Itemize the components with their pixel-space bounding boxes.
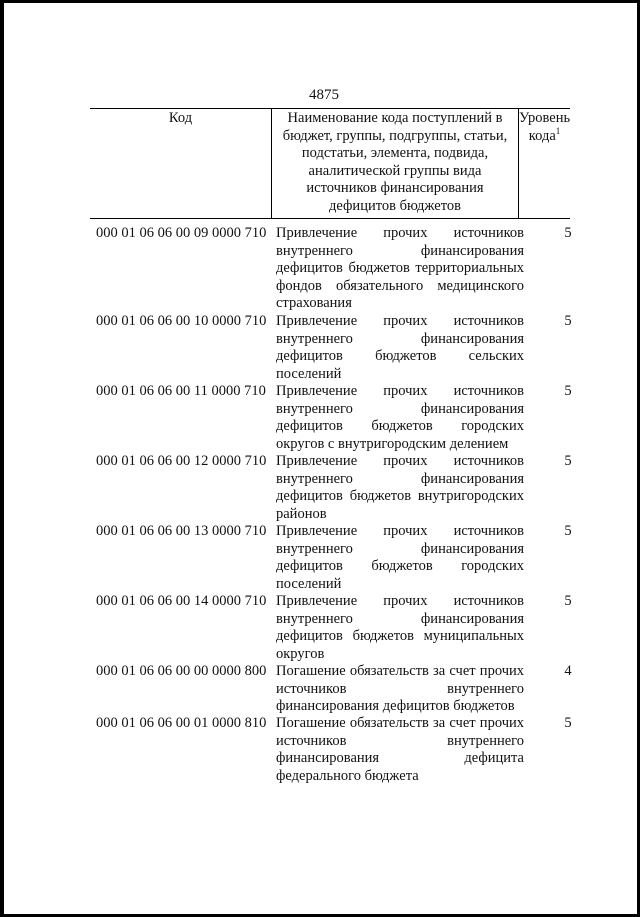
row-name: Привлечение прочих источников внутреннего финансирования дефицитов бюджетов городских поселений — [276, 523, 524, 592]
row-level: 5 — [564, 383, 572, 399]
row-level: 5 — [564, 715, 572, 731]
row-name: Погашение обязательств за счет прочих источников внутреннего финансирования дефицита федерального бюджета — [276, 715, 524, 784]
code-list — [96, 225, 586, 785]
row-name: Погашение обязательств за счет прочих источников внутреннего финансирования дефицитов бюджетов — [276, 663, 524, 715]
header-level — [519, 109, 571, 219]
row-level: 5 — [564, 313, 572, 329]
table-row — [96, 225, 586, 313]
row-level: 5 — [564, 523, 572, 539]
row-level: 5 — [564, 453, 572, 469]
page-number: 4875 — [309, 87, 339, 103]
header-level-label — [519, 110, 570, 145]
row-name: Привлечение прочих источников внутреннего финансирования дефицитов бюджетов внутригородских районов — [276, 453, 524, 522]
header-code: Код — [90, 109, 272, 219]
table-row — [96, 313, 586, 383]
header-name: Наименование кода поступлений в бюджет, группы, подгруппы, статьи, подстатьи, элемента, подвида, аналитической группы вида источников финансирования дефицитов бюджетов — [272, 109, 519, 219]
table-row — [96, 715, 586, 785]
row-code: 000 01 06 06 00 13 0000 710 — [96, 523, 267, 539]
row-name: Привлечение прочих источников внутреннего финансирования дефицитов бюджетов муниципальных округов — [276, 593, 524, 662]
row-name: Привлечение прочих источников внутреннего финансирования дефицитов бюджетов территориальных фондов обязательного медицинского страхования — [276, 225, 524, 312]
header-level-text: Уровень кода — [519, 110, 571, 144]
table-row — [96, 523, 586, 593]
row-level: 5 — [564, 593, 572, 609]
header-row — [90, 109, 570, 219]
row-level: 4 — [564, 663, 572, 679]
row-code: 000 01 06 06 00 09 0000 710 — [96, 225, 267, 241]
table-row — [96, 383, 586, 453]
table-header — [90, 108, 570, 219]
row-code: 000 01 06 06 00 01 0000 810 — [96, 715, 267, 731]
row-name: Привлечение прочих источников внутреннего финансирования дефицитов бюджетов сельских поселений — [276, 313, 524, 382]
row-code: 000 01 06 06 00 11 0000 710 — [96, 383, 266, 399]
header-level-footnote: 1 — [555, 125, 561, 136]
table-row — [96, 453, 586, 523]
row-name: Привлечение прочих источников внутреннего финансирования дефицитов бюджетов городских округов с внутригородским делением — [276, 383, 524, 452]
table-row — [96, 593, 586, 663]
row-level: 5 — [564, 225, 572, 241]
row-code: 000 01 06 06 00 00 0000 800 — [96, 663, 267, 679]
row-code: 000 01 06 06 00 10 0000 710 — [96, 313, 267, 329]
row-code: 000 01 06 06 00 14 0000 710 — [96, 593, 267, 609]
row-code: 000 01 06 06 00 12 0000 710 — [96, 453, 267, 469]
table-row — [96, 663, 586, 715]
